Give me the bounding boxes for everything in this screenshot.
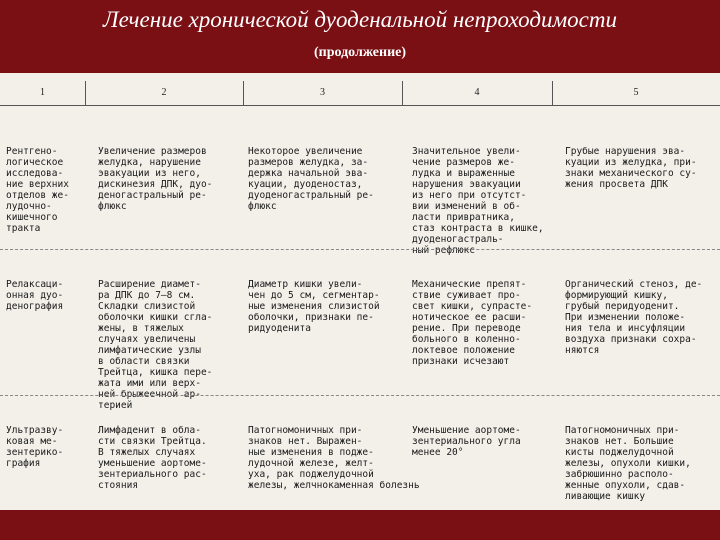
table-cell: Диаметр кишки увели- чен до 5 см, сегментар- ные изменения слизистой оболочки, признаки пе- ридуоденита — [248, 279, 380, 334]
table-cell: Органический стеноз, де- формирующий кишку, грубый перидуоденит. При изменении положе- ния тела и инсуфляции воздуха признаки сохра- няются — [565, 279, 703, 356]
column-divider — [85, 81, 86, 106]
column-divider — [243, 81, 244, 106]
table-header-row — [0, 81, 720, 106]
column-divider — [402, 81, 403, 106]
column-header-5: 5 — [633, 87, 639, 98]
table-cell: Некоторое увеличение размеров желудка, за- держка начальной эва- куации, дуоденостаз, дуоденогастральный ре- флюкс — [248, 146, 374, 212]
column-header-1: 1 — [40, 87, 45, 98]
table-cell-method: Рентгено- логическое исследова- ние верхних отделов же- лудочно- кишечного тракта — [6, 146, 69, 234]
table-cell: Грубые нарушения эва- куации из желудка, при- знаки механического су- жения просвета ДПК — [565, 146, 697, 190]
column-header-3: 3 — [320, 87, 325, 98]
table-cell: Патогномоничных при- знаков нет. Выражен- ные изменения в подже- лудочной железе, желт- уха, рак поджелудочной железы, желчнокаменная болезнь — [248, 425, 420, 491]
table-cell-method: Релаксаци- онная дуо- денография — [6, 279, 64, 312]
table-cell: Лимфаденит в обла- сти связки Трейтца. В тяжелых случаях уменьшение аортоме- зентериального рас- стояния — [98, 425, 207, 491]
row-separator — [0, 395, 720, 396]
table-cell-method: Ультразву- ковая ме- зентерико- графия — [6, 425, 64, 469]
table-cell: Увеличение размеров желудка, нарушение эвакуации из него, дискинезия ДПК, дуо- деногастральный ре- флюкс — [98, 146, 213, 212]
slide-title: Лечение хронической дуоденальной непроходимости — [103, 7, 617, 32]
table-cell: Механические препят- ствие суживает про- свет кишки, супрасте- нотическое ее расши- рение. При переводе больного в коленно- локтевое положение признаки исчезают — [412, 279, 533, 367]
slide-subtitle: (продолжение) — [313, 45, 407, 60]
scanned-table-page — [0, 73, 720, 510]
table-cell: Расширение диамет- ра ДПК до 7—8 см. Складки слизистой оболочки кишки сгла- жены, в тяжелых случаях увеличены лимфатические узлы в области связки Трейтца, кишка пере- жата ими или верх- ней брыжеечной ар- терией — [98, 279, 213, 411]
table-cell: Значительное увели- чение размеров же- лудка и выраженные нарушения эвакуации из него при отсутст- вии изменений в об- ласти привратника, стаз контраста в кишке, дуоденогастраль- ный рефлюкс — [412, 146, 544, 256]
table-cell: Патогномоничных при- знаков нет. Большие кисты поджелудочной железы, опухоли кишки, забрюшинно располо- женные опухоли, сдав- ливающие кишку — [565, 425, 691, 502]
column-divider — [552, 81, 553, 106]
table-cell: Уменьшение аортоме- зентериального угла менее 20° — [412, 425, 521, 458]
row-separator — [0, 249, 720, 250]
column-header-4: 4 — [474, 87, 480, 98]
slide-footer-bar — [0, 510, 720, 540]
column-header-2: 2 — [161, 87, 167, 98]
